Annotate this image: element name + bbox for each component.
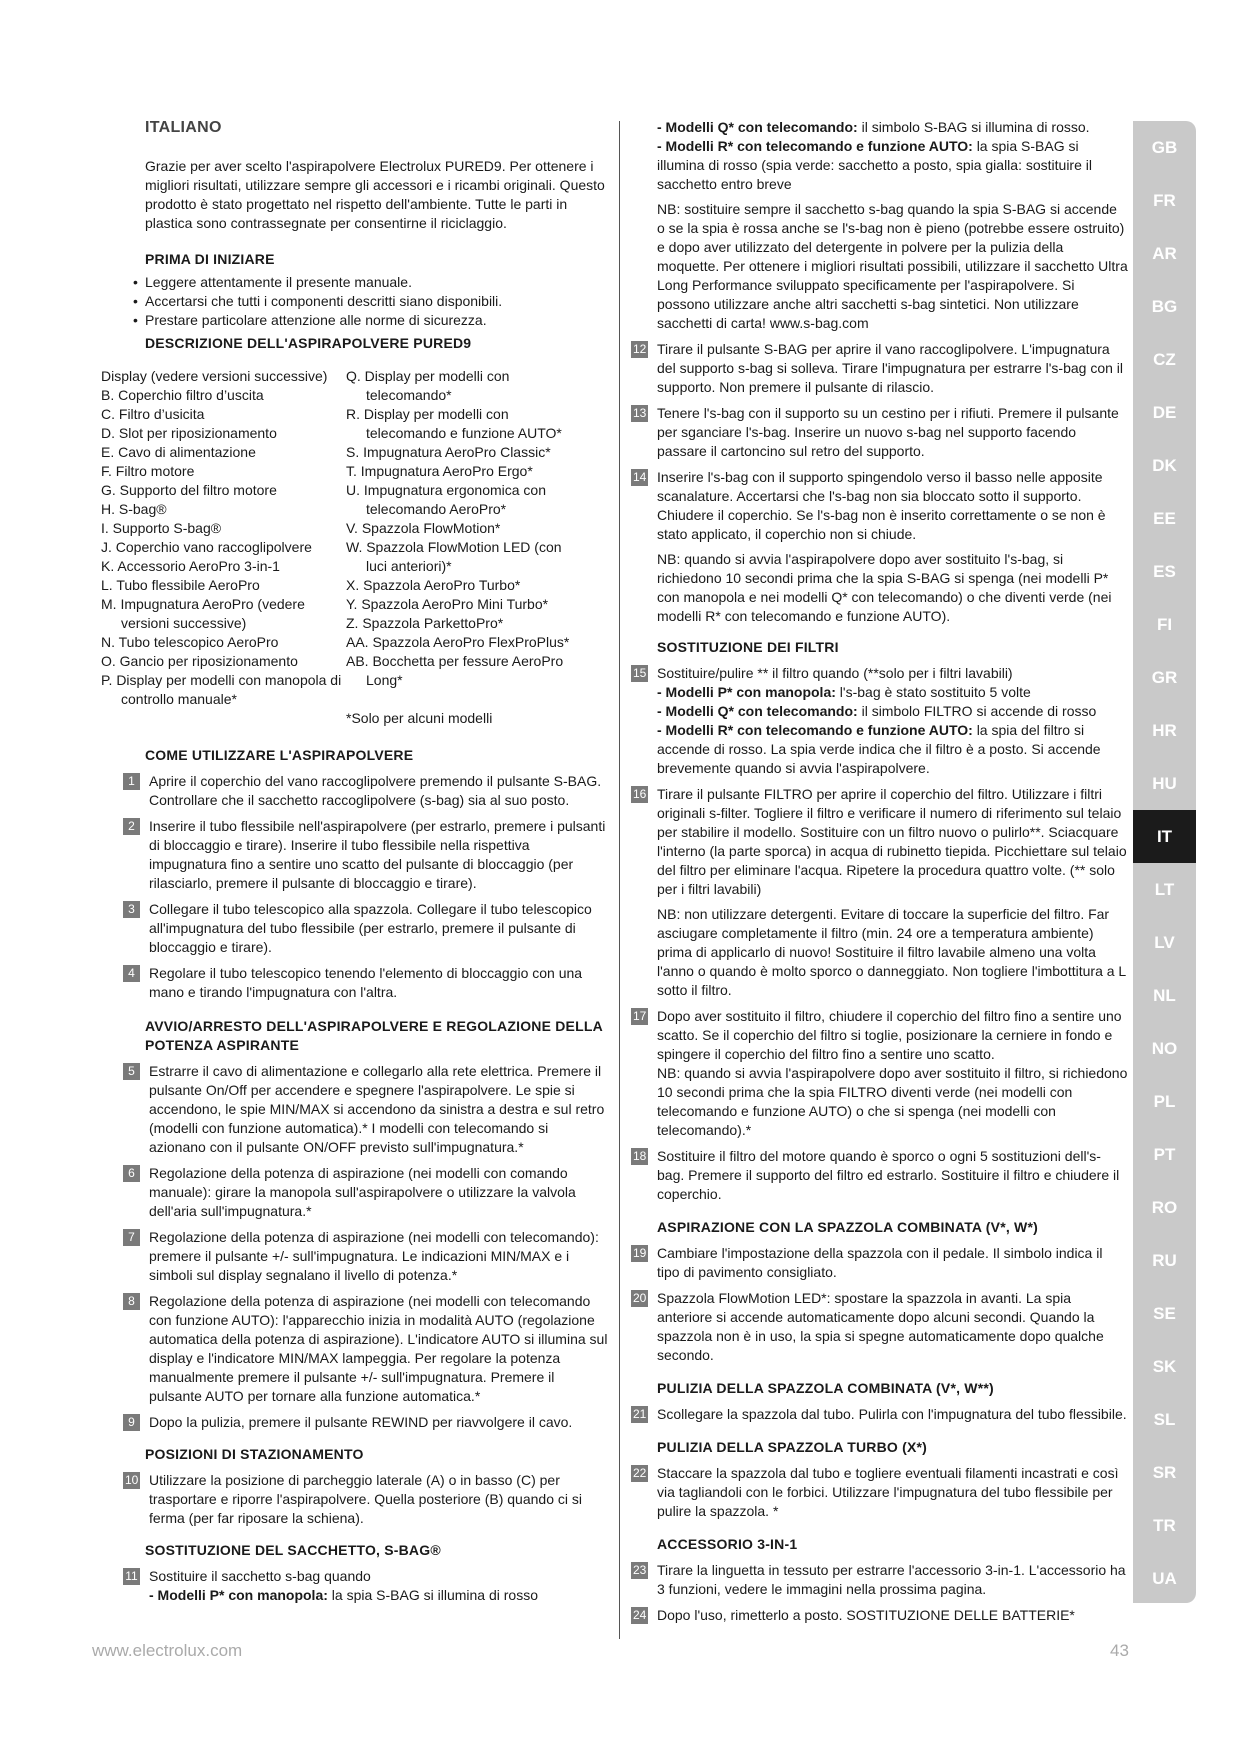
step-number-badge: 21 (633, 1407, 647, 1421)
parts-footnote: *Solo per alcuni modelli (346, 710, 493, 726)
step-4 (123, 964, 608, 1002)
step-text: Aprire il coperchio del vano raccoglipolvere premendo il pulsante S-BAG. Controllare che il sacchetto raccoglipolvere (s-bag) sia al suo posto. (149, 773, 602, 808)
left-column (101, 118, 608, 1608)
tab-language-sk[interactable]: SK (1152, 1357, 1177, 1376)
step-16 (631, 785, 1128, 899)
step-17 (631, 1007, 1128, 1140)
part-item: AA. Spazzola AeroPro FlexProPlus* (346, 634, 570, 650)
step-number-badge: 20 (633, 1291, 647, 1305)
step-3 (123, 900, 608, 957)
part-item: N. Tubo telescopico AeroPro (101, 634, 279, 650)
model-r-line (657, 137, 1128, 194)
part-item: T. Impugnatura AeroPro Ergo* (346, 463, 533, 479)
step-6 (123, 1164, 608, 1221)
model-r-text: la spia del filtro si accende di rosso. La spia verde indica che il filtro è a posto. Si accende brevemente quando si avvia l'aspirapolvere. (657, 722, 1101, 776)
step-24 (631, 1606, 1128, 1625)
part-item: W. Spazzola FlowMotion LED (con luci anteriori)* (346, 539, 562, 574)
model-q-line (657, 118, 1128, 137)
model-p-label: - Modelli P* con manopola: (149, 1587, 328, 1603)
part-item: Y. Spazzola AeroPro Mini Turbo* (346, 596, 549, 612)
step-9 (123, 1413, 608, 1432)
bag-note-2: NB: quando si avvia l'aspirapolvere dopo aver sostituito l's-bag, si richiedono 10 secondi prima che la spia S-BAG si spenga (nei modelli P* con manopola e nei modelli Q* con telecomando) o che diventi verde (nei modelli R* con telecomando e funzione AUTO). (657, 551, 1112, 624)
step-number-badge: 13 (633, 406, 647, 420)
step-text: Tenere l's-bag con il supporto su un cestino per i rifiuti. Premere il pulsante per sganciare l's-bag. Inserire un nuovo s-bag nel supporto facendo passare il cartoncino sul retro del supporto. (657, 405, 1119, 459)
tab-language-sl[interactable]: SL (1153, 1410, 1176, 1429)
step-text: Scollegare la spazzola dal tubo. Pulirla con l'impugnatura del tubo flessibile. (657, 1406, 1127, 1422)
model-r-line (653, 721, 1128, 778)
step-21 (631, 1405, 1128, 1424)
step-7 (123, 1228, 608, 1285)
step-text: Tirare il pulsante S-BAG per aprire il vano raccoglipolvere. L'impugnatura del supporto s-bag si solleva. Tirare l'impugnatura per estrarre l's-bag con il supporto. Non premere il pulsante di rilascio. (657, 341, 1124, 395)
filter-note: NB: non utilizzare detergenti. Evitare di toccare la superficie del filtro. Far asciugare completamente il filtro (min. 24 ore a temperatura ambiente) prima di applicarlo di nuovo! Sostituire il filtro lavabile almeno una volta l'anno o quando è molto sporco o danneggiato. Non togliere l'imbottitura a L sotto il filtro. (657, 906, 1126, 998)
model-r-label: - Modelli R* con telecomando e funzione AUTO: (657, 138, 973, 154)
part-item: R. Display per modelli con telecomando e funzione AUTO* (346, 406, 562, 441)
step-number-badge: 9 (123, 1414, 140, 1431)
part-item: H. S-bag® (101, 501, 167, 517)
part-item: P. Display per modelli con manopola di controllo manuale* (101, 672, 342, 707)
step-20 (631, 1289, 1128, 1365)
step-text: Cambiare l'impostazione della spazzola con il pedale. Il simbolo indica il tipo di pavimento consigliato. (657, 1245, 1103, 1280)
step-number-badge: 22 (633, 1466, 647, 1480)
part-item: L. Tubo flessibile AeroPro (101, 577, 260, 593)
tab-language-tr[interactable]: TR (1153, 1516, 1176, 1535)
step-number-badge: 6 (123, 1165, 140, 1182)
combi-cleaning-heading: PULIZIA DELLA SPAZZOLA COMBINATA (V*, W**) (657, 1380, 994, 1396)
turbo-cleaning-heading: PULIZIA DELLA SPAZZOLA TURBO (X*) (657, 1439, 927, 1455)
part-item: F. Filtro motore (101, 463, 195, 479)
tab-language-gb[interactable]: GB (1151, 138, 1178, 157)
tab-language-ua[interactable]: UA (1152, 1569, 1177, 1588)
tab-language-gr[interactable]: GR (1151, 668, 1178, 687)
right-column (631, 118, 1128, 1628)
tab-language-dk[interactable]: DK (1152, 456, 1177, 475)
list-item: • Prestare particolare attenzione alle norme di sicurezza. (133, 311, 608, 330)
tab-language-cz[interactable]: CZ (1153, 350, 1176, 369)
step-number-badge: 17 (633, 1009, 647, 1023)
part-item: K. Accessorio AeroPro 3-in-1 (101, 558, 280, 574)
step-number-badge: 15 (633, 666, 647, 680)
tab-language-pl[interactable]: PL (1153, 1092, 1176, 1111)
tab-language-ru[interactable]: RU (1152, 1251, 1177, 1270)
language-title: ITALIANO (145, 119, 222, 136)
tab-language-bg[interactable]: BG (1151, 297, 1178, 316)
tab-language-hr[interactable]: HR (1152, 721, 1177, 740)
tab-language-lt[interactable]: LT (1154, 880, 1175, 899)
step-8 (123, 1292, 608, 1406)
step-text: Tirare il pulsante FILTRO per aprire il coperchio del filtro. Utilizzare i filtri originali s-filter. Togliere il filtro e verificare il numero di riferimento sul telaio per stabilire il modello. Sostituire con un filtro nuovo o pulirlo**. Sciacquare l'interno (la parte sporca) in acqua di rubinetto tiepida. Picchiettare sul telaio del filtro per eliminare l'acqua. Ripetere la procedura quattro volte. (** solo per i filtri lavabili) (657, 786, 1127, 897)
tab-language-pt[interactable]: PT (1153, 1145, 1176, 1164)
tab-language-ar[interactable]: AR (1152, 244, 1177, 263)
step-text: Dopo l'uso, rimetterlo a posto. SOSTITUZIONE DELLE BATTERIE* (657, 1607, 1075, 1623)
step-number-badge: 14 (633, 470, 647, 484)
step-number-badge: 18 (633, 1149, 647, 1163)
step-number-badge: 7 (123, 1229, 140, 1246)
part-item: D. Slot per riposizionamento (101, 425, 277, 441)
model-r-text: la spia S-BAG si illumina di rosso (spia verde: sacchetto a posto, spia gialla: sostituire il sacchetto entro breve (657, 138, 1092, 192)
step-number-badge: 8 (123, 1293, 140, 1310)
step-text: Collegare il tubo telescopico alla spazzola. Collegare il tubo telescopico all'impugnatura del tubo flessibile (per estrarlo, premere il pulsante di bloccaggio e tirare). (149, 901, 592, 955)
model-q-text: il simbolo S-BAG si illumina di rosso. (861, 119, 1090, 135)
intro-paragraph: Grazie per aver scelto l'aspirapolvere Electrolux PURED9. Per ottenere i migliori risultati, utilizzare sempre gli accessori e i ricambi originali. Questo prodotto è stato progettato nel rispetto dell'ambiente. Tutte le parti in plastica sono contrassegnate per consentirne il riciclaggio. (145, 158, 605, 231)
part-item: X. Spazzola AeroPro Turbo* (346, 577, 521, 593)
part-item: U. Impugnatura ergonomica con telecomando AeroPro* (346, 482, 546, 517)
step-1 (123, 772, 608, 810)
step-number-badge: 3 (123, 901, 140, 918)
step-15 (631, 664, 1128, 778)
parking-heading: POSIZIONI DI STAZIONAMENTO (145, 1446, 364, 1462)
tab-language-se[interactable]: SE (1153, 1304, 1176, 1323)
step-note: NB: quando si avvia l'aspirapolvere dopo aver sostituito il filtro, si richiedono 10 secondi prima che la spia FILTRO diventi verde (nei modelli con telecomando e funzione AUTO) o che si spenga (nei modelli con telecomando).* (657, 1065, 1128, 1138)
tab-language-fi[interactable]: FI (1156, 615, 1173, 634)
step-text: Sostituire/pulire ** il filtro quando (**solo per i filtri lavabili) (657, 665, 1013, 681)
parts-column-1 (101, 367, 346, 728)
model-q-text: il simbolo FILTRO si accende di rosso (861, 703, 1097, 719)
step-text: Regolazione della potenza di aspirazione (nei modelli con comando manuale): girare la manopola sull'aspirapolvere o utilizzare la valvola dell'aria sull'impugnatura.* (149, 1165, 576, 1219)
how-to-use-heading: COME UTILIZZARE L'ASPIRAPOLVERE (145, 747, 414, 763)
step-23 (631, 1561, 1128, 1599)
step-18 (631, 1147, 1128, 1204)
part-item: J. Coperchio vano raccoglipolvere (101, 539, 312, 555)
step-text: Sostituire il sacchetto s-bag quando (149, 1568, 371, 1584)
model-p-line (653, 683, 1128, 702)
description-heading: DESCRIZIONE DELL'ASPIRAPOLVERE PURED9 (145, 335, 472, 351)
step-number-badge: 19 (633, 1246, 647, 1260)
tab-language-hu[interactable]: HU (1152, 774, 1177, 793)
tab-language-nl[interactable]: NL (1153, 986, 1176, 1005)
tab-language-ro[interactable]: RO (1151, 1198, 1178, 1217)
accessory-heading: ACCESSORIO 3-IN-1 (657, 1536, 798, 1552)
step-number-badge: 10 (125, 1473, 139, 1487)
step-text: Regolazione della potenza di aspirazione (nei modelli con telecomando): premere il pulsante +/- sull'impugnatura. Le indicazioni MIN/MAX e i simboli sul display segnalano il livello di potenza.* (149, 1229, 599, 1283)
tab-language-ee[interactable]: EE (1153, 509, 1176, 528)
model-q-label: - Modelli Q* con telecomando: (657, 703, 858, 719)
step-number-badge: 23 (633, 1563, 647, 1577)
step-number-badge: 2 (123, 818, 140, 835)
tab-language-fr[interactable]: FR (1153, 191, 1176, 210)
step-text: Regolazione della potenza di aspirazione (nei modelli con telecomando con funzione AUTO): l'apparecchio inizia in modalità AUTO (regolazione automatica della potenza di aspirazione). L'indicatore AUTO si illumina sul display e l'indicatore MIN/MAX lampeggia. Per regolare la potenza manualmente premere il pulsante +/- sull'impugnatura. Premere il pulsante AUTO per tornare alla funzione automatica.* (149, 1293, 608, 1404)
column-divider (619, 121, 620, 1639)
step-number-badge: 24 (633, 1608, 647, 1622)
step-number-badge: 11 (123, 1568, 140, 1585)
step-text: Staccare la spazzola dal tubo e togliere eventuali filamenti incastrati e così via tagliandoli con le forbici. Utilizzare l'impugnatura del tubo flessibile per pulire la spazzola. * (657, 1465, 1119, 1519)
step-11 (123, 1567, 608, 1605)
part-item: V. Spazzola FlowMotion* (346, 520, 501, 536)
page-number: 43 (1110, 1641, 1129, 1660)
tab-language-es[interactable]: ES (1153, 562, 1176, 581)
step-text: Regolare il tubo telescopico tenendo l'elemento di bloccaggio con una mano e tirando l'impugnatura con l'altra. (149, 965, 583, 1000)
part-item: O. Gancio per riposizionamento (101, 653, 298, 669)
step-2 (123, 817, 608, 893)
model-p-label: - Modelli P* con manopola: (657, 684, 836, 700)
step-14 (631, 468, 1128, 544)
step-number-badge: 12 (633, 342, 647, 356)
model-q-label: - Modelli Q* con telecomando: (657, 119, 858, 135)
bag-replacement-heading: SOSTITUZIONE DEL SACCHETTO, S-BAG® (145, 1542, 441, 1558)
step-number-badge: 16 (633, 787, 647, 801)
part-item: G. Supporto del filtro motore (101, 482, 277, 498)
list-item: • Accertarsi che tutti i componenti descritti siano disponibili. (133, 292, 608, 311)
step-text: Inserire l's-bag con il supporto spingendolo verso il basso nelle apposite scanalature. Accertarsi che l's-bag non sia bloccato sotto il supporto. Chiudere il coperchio. Se l's-bag non è inserito correttamente o se non è stato applicato, il coperchio non si chiude. (657, 469, 1106, 542)
step-text: Inserire il tubo flessibile nell'aspirapolvere (per estrarlo, premere i pulsanti di bloccaggio e tirare). Inserire il tubo flessibile nella rispettiva impugnatura fino a sentire uno scatto del pulsante di bloccaggio (per rilasciarlo, premere il pulsante di bloccaggio e tirare). (149, 818, 606, 891)
part-item: Q. Display per modelli con telecomando* (346, 368, 510, 403)
step-number-badge: 4 (123, 965, 140, 982)
part-item: Display (vedere versioni successive) (101, 368, 328, 384)
part-item: I. Supporto S-bag® (101, 520, 222, 536)
model-q-line (653, 702, 1128, 721)
model-p-text: l's-bag è stato sostituito 5 volte (839, 684, 1031, 700)
part-item: M. Impugnatura AeroPro (vedere versioni successive) (101, 596, 305, 631)
before-start-list (133, 273, 608, 330)
start-stop-heading: AVVIO/ARRESTO DELL'ASPIRAPOLVERE E REGOLAZIONE DELLA POTENZA ASPIRANTE (145, 1018, 603, 1053)
list-item: • Leggere attentamente il presente manuale. (133, 273, 608, 292)
step-number-badge: 5 (123, 1063, 140, 1080)
tab-language-lv[interactable]: LV (1154, 933, 1175, 952)
filters-heading: SOSTITUZIONE DEI FILTRI (657, 639, 839, 655)
tab-language-it[interactable]: IT (1133, 810, 1196, 863)
tab-language-de[interactable]: DE (1152, 403, 1177, 422)
part-item: B. Coperchio filtro d’uscita (101, 387, 264, 403)
step-10 (123, 1471, 608, 1528)
step-5 (123, 1062, 608, 1157)
step-text: Tirare la linguetta in tessuto per estrarre l'accessorio 3-in-1. L'accessorio ha 3 funzioni, vedere le immagini nella prossima pagina. (657, 1562, 1126, 1597)
part-item: C. Filtro d’usicita (101, 406, 205, 422)
step-text: Dopo la pulizia, premere il pulsante REWIND per riavvolgere il cavo. (149, 1414, 573, 1430)
step-22 (631, 1464, 1128, 1521)
part-item: Z. Spazzola ParkettoPro* (346, 615, 504, 631)
part-item: S. Impugnatura AeroPro Classic* (346, 444, 551, 460)
step-text: Spazzola FlowMotion LED*: spostare la spazzola in avanti. La spia anteriore si accende automaticamente dopo alcuni secondi. Quando la spazzola non è in uso, la spia si spegne automaticamente dopo qualche secondo. (657, 1290, 1104, 1363)
step-number-badge: 1 (123, 773, 140, 790)
before-start-heading: PRIMA DI INIZIARE (145, 251, 275, 267)
parts-list (101, 367, 608, 728)
step-text: Utilizzare la posizione di parcheggio laterale (A) o in basso (C) per trasportare e riporre l'aspirapolvere. Quella posteriore (B) quando ci si ferma (per far riposare la schiena). (149, 1472, 582, 1526)
parts-column-2 (346, 367, 586, 728)
model-p-line (145, 1586, 608, 1605)
model-p-text: la spia S-BAG si illumina di rosso (331, 1587, 538, 1603)
step-19 (631, 1244, 1128, 1282)
tab-language-no[interactable]: NO (1151, 1039, 1178, 1058)
bag-models-continued (631, 118, 1128, 194)
part-item: E. Cavo di alimentazione (101, 444, 256, 460)
combi-nozzle-heading: ASPIRAZIONE CON LA SPAZZOLA COMBINATA (V*, W*) (657, 1219, 1038, 1235)
bag-note: NB: sostituire sempre il sacchetto s-bag quando la spia S-BAG si accende o se la spia è rossa anche se l's-bag non è pieno (potrebbe essere ostruito) e dopo aver utilizzato del detergente in polvere per la pulizia della moquette. Per ottenere i migliori risultati possibili, utilizzare il sacchetto Ultra Long Performance sviluppato specificamente per l'aspirapolvere. Si possono utilizzare anche altri sacchetti s-bag sintetici. Non utilizzare sacchetti di carta! www.s-bag.com (657, 201, 1128, 331)
part-item: AB. Bocchetta per fessure AeroPro Long* (346, 653, 564, 688)
step-text: Dopo aver sostituito il filtro, chiudere il coperchio del filtro fino a sentire uno scatto. Se il coperchio del filtro si toglie, posizionare la cerniere in fondo e spingere il coperchio del filtro fino a sentire uno scatto. (657, 1008, 1122, 1062)
step-text: Sostituire il filtro del motore quando è sporco o ogni 5 sostituzioni dell's-bag. Premere il supporto del filtro ed estrarlo. Sostituire il filtro e chiudere il coperchio. (657, 1148, 1120, 1202)
step-12 (631, 340, 1128, 397)
language-tab-bar (1133, 121, 1196, 1603)
model-r-label: - Modelli R* con telecomando e funzione AUTO: (657, 722, 973, 738)
step-text: Estrarre il cavo di alimentazione e collegarlo alla rete elettrica. Premere il pulsante On/Off per accendere e spegnere l'aspirapolvere. Le spie si accendono, le spie MIN/MAX si accendono da sinistra a destra e sul retro (modelli con funzione automatica).* I modelli con telecomando si azionano con il pulsante ON/OFF previsto sull'impugnatura.* (149, 1063, 605, 1155)
footer-url[interactable]: www.electrolux.com (92, 1641, 243, 1660)
tab-language-sr[interactable]: SR (1152, 1463, 1177, 1482)
step-13 (631, 404, 1128, 461)
